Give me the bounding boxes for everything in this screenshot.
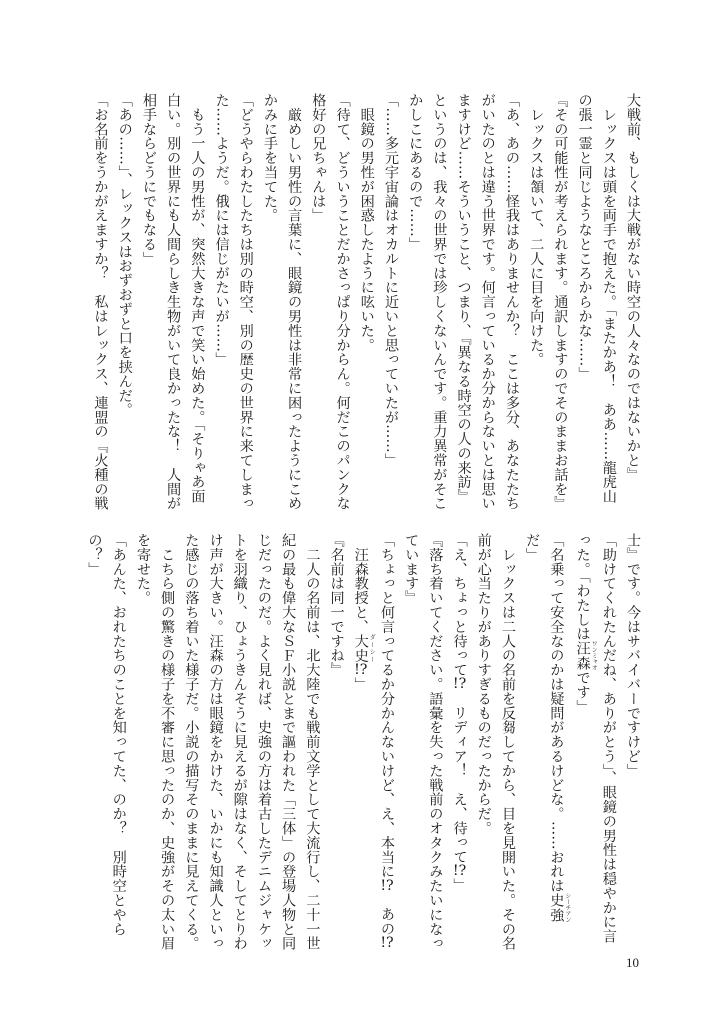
ruby-name xyxy=(574,640,598,671)
page-number: 10 xyxy=(626,955,639,970)
text-line: 士』です。今はサバイバーですけど」 xyxy=(625,533,641,778)
text-segment: 「え、ちょっと待って xyxy=(451,533,468,677)
ruby-base: 汪森 xyxy=(574,640,591,671)
text-segment: あの xyxy=(378,892,395,937)
text-line xyxy=(447,533,471,953)
text-line: 『その可能性が考えられます。通訳しますのでそのままお話を』 xyxy=(552,93,569,511)
text-line: 『名前は同一ですね』 xyxy=(328,533,345,677)
text-line xyxy=(544,533,570,953)
text-line: 「あんた、おれたちのことを知ってた、のか？ 別時空とやら xyxy=(110,533,127,937)
text-line: た感じの落ち着いた様子だ。小説の描写そのままに見えてくる。 xyxy=(183,533,200,951)
text-segment: !? xyxy=(380,936,394,951)
text-line: トを羽織り、ひょうきんそうに見えるが隙はなく、そしてとりわ xyxy=(231,533,248,951)
text-line: の？」 xyxy=(86,533,103,577)
text-line: 大戦前、もしくは大戦がない時空の人々なのではないかと』 xyxy=(625,93,641,482)
text-segment: !? xyxy=(380,878,394,893)
text-line: 「あ、あの……怪我はありませんか？ ここは多分、あなたたち xyxy=(503,93,520,511)
text-segment: 」 xyxy=(352,676,369,692)
text-line: 「どうやらわたしたちは別の時空、別の歴史の世界に来てしまっ xyxy=(237,93,254,511)
text-segment: !? xyxy=(452,864,467,879)
text-segment: った。「わたしは xyxy=(574,533,591,642)
text-line: レックスは頭を両手で抱えた。「またかあ！ ああ……龍虎山 xyxy=(600,93,617,504)
text-line: レックスは頷いて、二人に目を向けた。 xyxy=(528,93,545,367)
text-line xyxy=(375,533,399,953)
text-line: だ」 xyxy=(524,533,541,562)
text-segment: 汪森教授と、 xyxy=(352,533,369,634)
text-line: かしこにあるので……」 xyxy=(407,93,424,252)
text-line xyxy=(349,533,375,953)
text-line: 厳めしい男性の言葉に、眼鏡の男性は非常に困ったようにこめ xyxy=(286,93,303,511)
text-line: 相手ならどうにでもなる」 xyxy=(140,93,157,266)
ruby-base: 大史 xyxy=(352,633,369,663)
ruby-reading: シーチアン xyxy=(563,892,571,923)
ruby-reading: ダーシー xyxy=(368,633,376,663)
text-line: ますけど……そういうこと、つまり、『異なる時空の人の来訪』 xyxy=(455,93,472,504)
text-line xyxy=(570,533,596,953)
text-line: た……ようだ。俄には信じがたいが……」 xyxy=(213,93,230,367)
ruby-name xyxy=(352,633,376,663)
text-segment: !? xyxy=(452,677,467,692)
text-segment: 「名乗って安全なのかは疑問があるけどな。……おれは xyxy=(548,533,565,893)
text-segment: リディア！ え、待って xyxy=(451,691,468,865)
text-line: もう一人の男性が、突然大きな声で笑い始めた。「そりゃあ面 xyxy=(189,93,206,504)
upper-text-block xyxy=(88,93,645,513)
text-line: 紀の最も偉大なＳＦ小説とまで謳われた「三体」の登場人物と同 xyxy=(280,533,297,951)
text-line: 眼鏡の男性が困惑したように呟いた。 xyxy=(358,93,375,353)
text-line: 『落ち着いてください。語彙を失った戦前のオタクみたいになっ xyxy=(427,533,444,951)
text-line: 白い。別の世界にも人間らしき生物がいて良かったな！ 人間が xyxy=(165,93,182,511)
text-line: 前が心当たりがありすぎるものだったからだ。 xyxy=(475,533,492,836)
lower-text-block xyxy=(82,533,645,953)
text-line: 格好の兄ちゃんは」 xyxy=(310,93,327,223)
text-line: ています』 xyxy=(403,533,420,605)
text-line: 「あの……」、レックスはおずおずと口を挟んだ。 xyxy=(116,93,133,418)
text-line: がいたのとは違う世界です。何言っているか分からないとは思い xyxy=(479,93,496,511)
text-line: の張一霊と同じようなところからかな……」 xyxy=(576,93,593,381)
text-line: を寄せた。 xyxy=(134,533,151,605)
text-line: レックスは二人の名前を反芻してから、目を見開いた。その名 xyxy=(499,533,516,951)
ruby-base: 史強 xyxy=(548,892,565,923)
text-segment: 「ちょっと何言ってるか分かんないけど、え、本当に xyxy=(378,533,395,879)
text-line: じだったのだ。よく見れば、史強の方は着古したデニムジャケッ xyxy=(255,533,272,951)
text-line: というのは、我々の世界では珍しくないんです。重力異常がそこ xyxy=(431,93,448,511)
ruby-reading: ワンミャオ xyxy=(590,640,598,671)
text-segment: !? xyxy=(354,662,368,677)
text-line: 「お名前をうかがえますか？ 私はレックス、連盟の『火種の戦 xyxy=(92,93,109,511)
text-line: 「待て、どういうことだかさっぱり分からん。何だこのパンクな xyxy=(334,93,351,511)
text-line: 二人の名前は、北大陸でも戦前文学として大流行し、二十一世 xyxy=(304,533,321,951)
text-segment: 」 xyxy=(451,878,468,893)
text-line: け声が大きい。汪森の方は眼鏡をかけた、いかにも知識人といっ xyxy=(207,533,224,951)
text-line: 「助けてくれたんだね、ありがとう」、眼鏡の男性は穏やかに言 xyxy=(600,533,617,944)
text-line: こちら側の驚きの様子を不審に思ったのか、史強がその太い眉 xyxy=(159,533,176,951)
text-line: かみに手を当てた。 xyxy=(261,93,278,223)
text-line: 「……多元宇宙論はオカルトに近いと思っていたが……」 xyxy=(382,93,399,468)
text-segment: です」 xyxy=(574,670,591,714)
ruby-name xyxy=(548,892,571,923)
